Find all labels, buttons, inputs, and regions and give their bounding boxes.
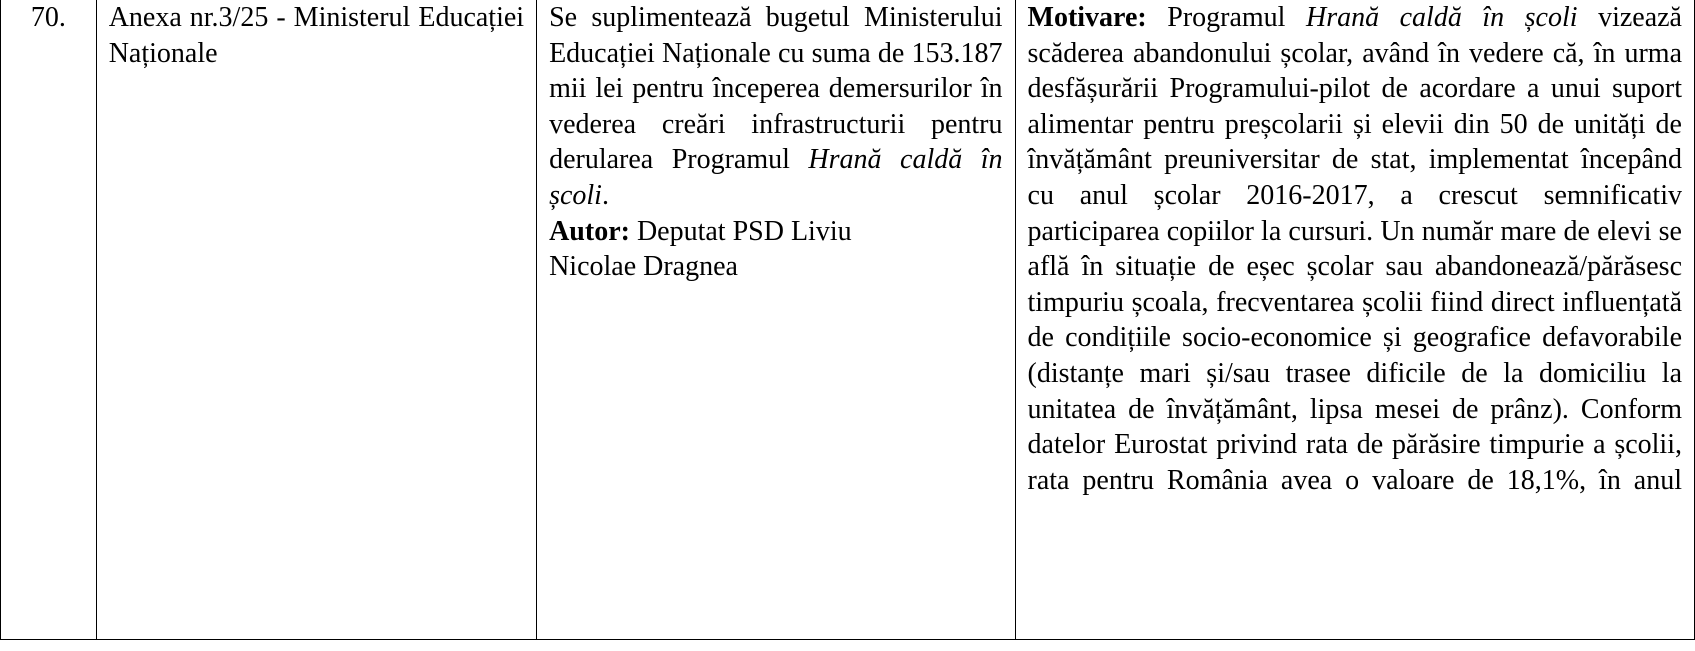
anexa-text: Anexa nr.3/25 - Ministerul Educației Naționale (108, 2, 525, 69)
motivation-cell (1015, 0, 1694, 640)
amendment-author-line2 (549, 249, 1002, 285)
amendment-author (549, 214, 1002, 250)
amendment-text-part1: Se suplimentează bugetul Ministerului Educației Naționale cu suma de 153.187 mii lei pentru începerea demersurilor în vederea creări infrastructurii pentru derularea Programul (549, 2, 1003, 176)
motivation-program-name: Hrană caldă în școli (1305, 2, 1578, 33)
amendment-program-name: Hrană caldă în școli (549, 144, 1003, 211)
row-number: 70. (30, 2, 66, 33)
amendment-text-part2: . (601, 179, 609, 211)
anexa-cell (96, 0, 536, 640)
amendment-cell (537, 0, 1015, 640)
author-label: Autor: (549, 215, 630, 247)
motivation-label: Motivare: (1027, 2, 1147, 33)
amendment-text (549, 0, 1002, 214)
author-name-line1: Deputat PSD Liviu (629, 215, 852, 247)
table-row (1, 0, 1695, 640)
author-name-line2: Nicolae Dragnea (549, 251, 738, 283)
motivation-text-part2: vizează scăderea abandonului școlar, având în vedere că, în urma desfășurării Programului-pilot de acordare a unui suport alimentar pentru preșcolarii și elevii din 50 de unități de învățământ preuniversitar de stat, implementat începând cu anul școlar 2016-2017, a crescut semnificativ participarea copiilor la cursuri. Un număr mare de elevi se află în situație de eșec școlar sau abandonează/părăsesc timpuriu școala, frecventarea școlii fiind direct influențată de condițiile socio-economice și geografice defavorabile (distanțe mari și/sau trasee dificile de la domiciliu la unitatea de învățământ, lipsa mesei de prânz). Conform datelor Eurostat privind rata de părăsire timpurie a școlii, rata pentru România avea o valoare de 18,1%, în anul (1027, 2, 1682, 496)
motivation-text-part1: Programul (1146, 2, 1306, 33)
row-number-cell (1, 0, 97, 640)
